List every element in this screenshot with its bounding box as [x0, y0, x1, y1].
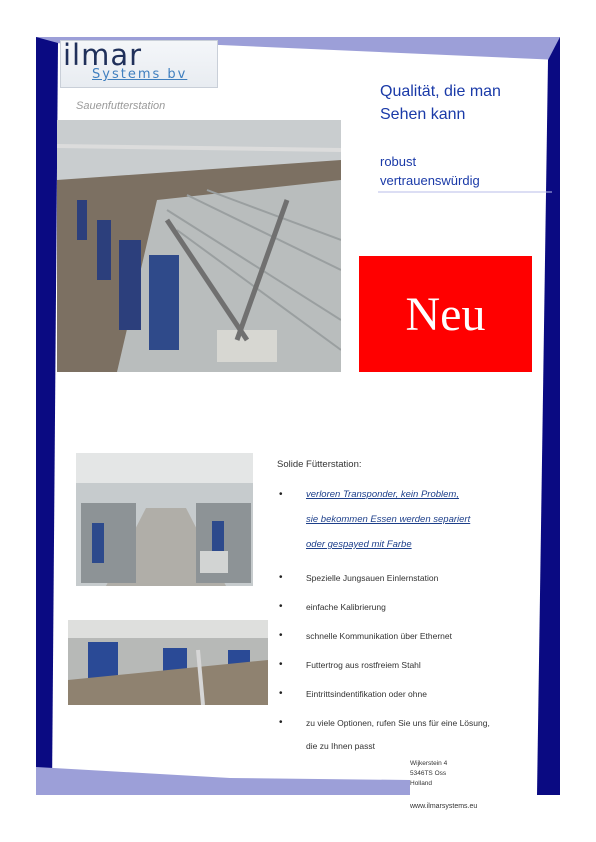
feature-item: verloren Transponder, kein Problem, [306, 489, 459, 500]
feature-item: die zu Ihnen passt [306, 741, 375, 751]
bullet: • [279, 572, 283, 583]
feature-item: Spezielle Jungsauen Einlernstation [306, 573, 439, 583]
bullet: • [279, 630, 283, 641]
feature-item: einfache Kalibrierung [306, 602, 386, 612]
bullet: • [279, 659, 283, 670]
bullet: • [279, 688, 283, 699]
logo-tagline: Systems bv [92, 67, 188, 82]
address-country: Holland [410, 780, 433, 787]
address-city: 5346TS Oss [410, 770, 447, 777]
product-subtitle: Sauenfutterstation [76, 100, 166, 112]
website-link[interactable]: www.ilmarsystems.eu [410, 803, 478, 810]
quality-reliable: vertrauenswürdig [380, 173, 480, 188]
features-title: Solide Fütterstation: [277, 459, 362, 470]
feature-item: schnelle Kommunikation über Ethernet [306, 631, 452, 641]
feature-item: zu viele Optionen, rufen Sie uns für eine Lösung, [306, 718, 490, 728]
headline-line-1: Qualität, die man [380, 83, 501, 100]
headline-line-2: Sehen kann [380, 106, 466, 123]
new-badge: Neu [359, 256, 532, 372]
bottom-band [36, 767, 410, 795]
address-street: Wijkerstein 4 [410, 760, 448, 767]
quality-robust: robust [380, 154, 417, 169]
feature-item: Futtertrog aus rostfreiem Stahl [306, 660, 421, 670]
bullet: • [279, 717, 283, 728]
barn-main-photo [57, 120, 341, 372]
bullet: • [279, 489, 283, 500]
barn-aisle-photo [76, 453, 253, 586]
feature-item: oder gespayed mit Farbe [306, 539, 412, 550]
left-bar [36, 37, 58, 792]
feature-item: Eintrittsindentifikation oder ohne [306, 689, 427, 699]
feature-item: sie bekommen Essen werden separiert [306, 514, 471, 525]
stalls-photo [68, 620, 268, 705]
logo-name: ilmar [63, 38, 143, 72]
bullet: • [279, 601, 283, 612]
right-bar [537, 37, 560, 795]
